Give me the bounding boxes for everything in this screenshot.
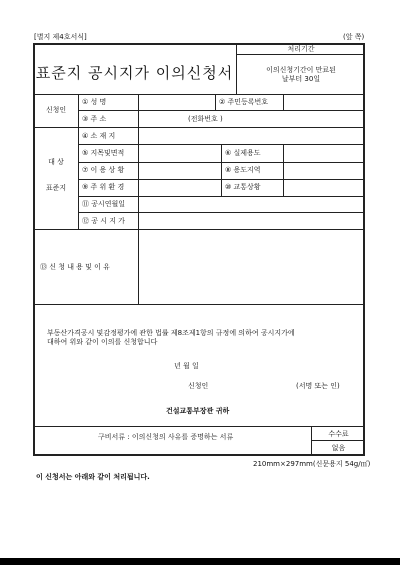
- bottom-bar: [0, 558, 400, 565]
- processing-period-value: 날부터 30일: [281, 75, 321, 83]
- side-note: (앞 쪽): [343, 33, 365, 41]
- announce-date-label: ⑪ 공시연월일: [82, 200, 126, 208]
- recipient: 건설교통부장관 귀하: [166, 407, 230, 415]
- statement-text: 부동산가격공시 및감정평가에 관한 법률 제8조제1항의 규정에 의하여 공시지가에: [47, 329, 295, 337]
- line: [236, 54, 365, 55]
- line: [33, 426, 365, 427]
- applicant-section-label: 신청인: [45, 106, 67, 114]
- processing-period-label: 처리기간: [287, 45, 315, 53]
- processing-period-value: 이의신청기간이 만료된: [266, 66, 336, 74]
- target-section-label: 표준지: [45, 184, 67, 192]
- line: [33, 229, 365, 230]
- zoning-label: ⑧ 용도지역: [225, 166, 261, 174]
- address-label: ③ 주 소: [82, 115, 107, 123]
- processing-note: 이 신청서는 아래와 같이 처리됩니다.: [36, 473, 150, 481]
- name-label: ① 성 명: [82, 98, 107, 106]
- form-number: [별지 제4호서식]: [34, 33, 87, 41]
- form-title: 표준지 공시지가 이의신청서: [35, 64, 234, 82]
- date-line: 년 월 일: [174, 362, 199, 370]
- location-label: ④ 소 재 지: [82, 132, 116, 140]
- line: [78, 196, 365, 197]
- land-price-label: ⑫ 공 시 지 가: [82, 217, 125, 225]
- line: [138, 94, 139, 304]
- line: [33, 127, 365, 128]
- target-section-label: 대 상: [48, 158, 64, 166]
- sign-note: (서명 또는 인): [296, 382, 340, 390]
- actual-use-label: ⑥ 실제용도: [225, 149, 261, 157]
- line: [283, 144, 284, 196]
- fee-label: 수수료: [328, 430, 349, 438]
- usage-label: ⑦ 이 용 상 황: [82, 166, 125, 174]
- surroundings-label: ⑨ 주 위 환 경: [82, 183, 125, 191]
- line: [33, 94, 365, 95]
- line: [283, 94, 284, 110]
- line: [78, 212, 365, 213]
- line: [311, 440, 365, 441]
- paper-size: 210mm×297mm(신문용지 54g/㎡): [253, 460, 371, 468]
- line: [33, 304, 365, 305]
- fee-value: 없음: [331, 444, 346, 452]
- reason-label: ⑬ 신 청 내 용 및 이 유: [40, 263, 110, 271]
- statement-text: 대하여 위와 같이 이의를 신청합니다: [47, 338, 158, 346]
- attachments-label: 구비서류 : 이의신청의 사유를 증명하는 서류: [98, 433, 234, 441]
- line: [215, 94, 216, 110]
- line: [78, 94, 79, 229]
- line: [221, 144, 222, 196]
- phone-label: (전화번호 ): [188, 115, 223, 123]
- road-label: ⑩ 교통상황: [225, 183, 261, 191]
- applicant-sign-label: 신청인: [188, 382, 209, 390]
- lot-area-label: ⑤ 지목및면적: [82, 149, 125, 157]
- resident-id-label: ② 주민등록번호: [219, 98, 269, 106]
- line: [78, 110, 365, 111]
